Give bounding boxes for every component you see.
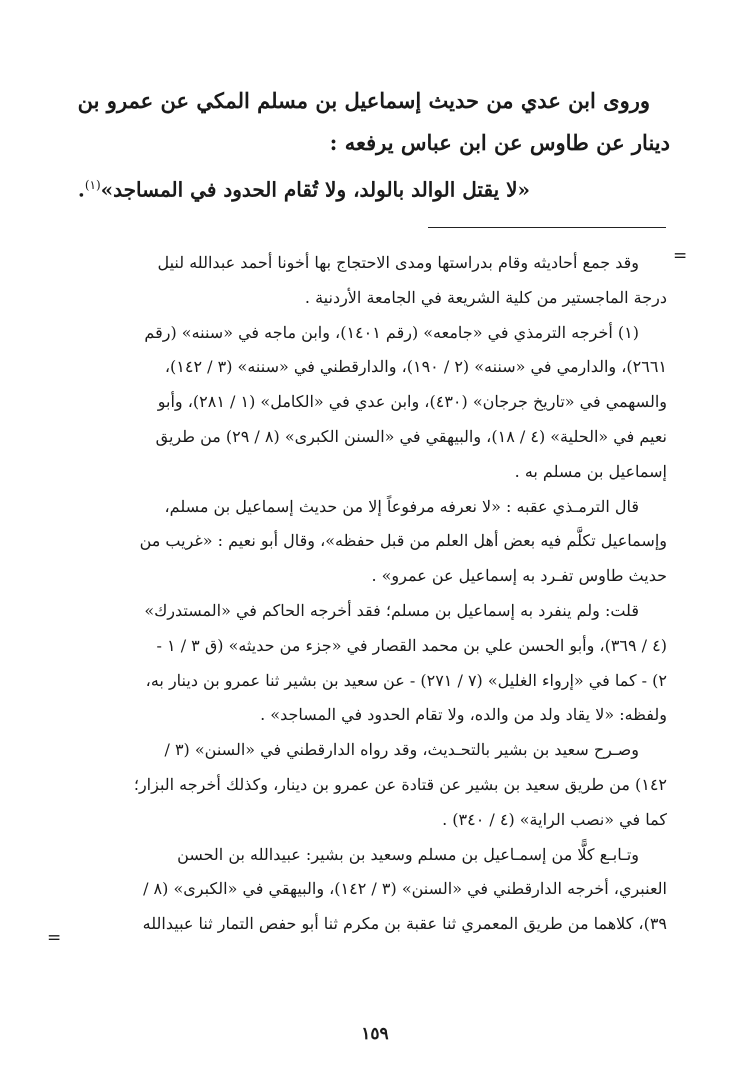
footnote-separator <box>428 227 666 228</box>
footnote-line: ولفظه: «لا يقاد ولد من والده، ولا تقام الحدود في المساجد» . <box>260 705 667 725</box>
footnote-line: حديث طاوس تفـرد به إسماعيل عن عمرو» . <box>371 566 667 586</box>
footnote-line: العنبري، أخرجه الدارقطني في «السنن» (٣ / ١٤٢)، والبيهقي في «الكبرى» (٨ / <box>143 879 667 899</box>
footnote-line: (٤ / ٣٦٩)، وأبو الحسن علي بن محمد القصار في «جزء من حديثه» (ق ٣ / ١ - <box>156 635 667 655</box>
footnote-line: وتـابـع كلًّا من إسمـاعيل بن مسلم وسعيد بن بشير: عبيدالله بن الحسن <box>177 844 639 864</box>
footnote-marker: (١) <box>84 178 101 192</box>
footnote-line: ٢) - كما في «إرواء الغليل» (٧ / ٢٧١) - عن سعيد بن بشير ثنا عمرو بن دينار به، <box>145 670 667 690</box>
main-text <box>70 80 670 211</box>
footnote-line: قلت: ولم ينفرد به إسماعيل بن مسلم؛ فقد أخرجه الحاكم في «المستدرك» <box>144 600 639 620</box>
footnote-line: ٢٦٦١)، والدارمي في «سننه» (٢ / ١٩٠)، والدارقطني في «سننه» (٣ / ١٤٢)، <box>164 357 667 377</box>
hadith-quote: «لا يقتل الوالد بالولد، ولا تُقام الحدود في المساجد» <box>100 177 530 202</box>
footnote-line: كما في «نصب الراية» (٤ / ٣٤٠) . <box>442 809 667 829</box>
footnote-line: وصـرح سعيد بن بشير بالتحـديث، وقد رواه الدارقطني في «السنن» (٣ / <box>164 740 639 760</box>
footnote-line: ١٤٢) من طريق سعيد بن بشير عن قتادة عن عمرو بن دينار، وكذلك أخرجه البزار؛ <box>133 774 667 794</box>
main-text-line-2: دينار عن طاوس عن ابن عباس يرفعه : <box>329 130 670 155</box>
footnote-line: درجة الماجستير من كلية الشريعة في الجامعة الأردنية . <box>304 287 667 307</box>
page-number: ١٥٩ <box>361 1024 389 1044</box>
quote-end-mark: . <box>77 177 85 202</box>
continuation-mark-end: = <box>47 928 62 948</box>
footnotes <box>55 246 667 942</box>
footnote-line: نعيم في «الحلية» (٤ / ١٨)، والبيهقي في «السنن الكبرى» (٨ / ٢٩) من طريق <box>155 426 667 446</box>
continuation-mark: = <box>673 246 688 266</box>
footnote-line: (١) أخرجه الترمذي في «جامعه» (رقم ١٤٠١)، وابن ماجه في «سننه» (رقم <box>144 322 639 342</box>
footnote-line: وإسماعيل تكلَّم فيه بعض أهل العلم من قبل حفظه»، وقال أبو نعيم : «غريب من <box>139 531 667 551</box>
main-text-line-1: وروى ابن عدي من حديث إسماعيل بن مسلم المكي عن عمرو بن <box>77 88 650 113</box>
hadith-quote-line <box>70 164 670 211</box>
footnote-line: ٣٩)، كلاهما من طريق المعمري ثنا عقبة بن مكرم ثنا أبو حفص التمار ثنا عبيدالله <box>142 914 667 934</box>
footnote-line: وقد جمع أحاديثه وقام بدراستها ومدى الاحتجاج بها أخونا أحمد عبدالله لنيل <box>157 253 639 272</box>
footnote-line: قال الترمـذي عقبه : «لا نعرفه مرفوعاً إلا من حديث إسماعيل بن مسلم، <box>164 496 639 516</box>
footnote-line: إسماعيل بن مسلم به . <box>514 461 667 481</box>
footnote-line: والسهمي في «تاريخ جرجان» (٤٣٠)، وابن عدي في «الكامل» (١ / ٢٨١)، وأبو <box>157 392 667 412</box>
